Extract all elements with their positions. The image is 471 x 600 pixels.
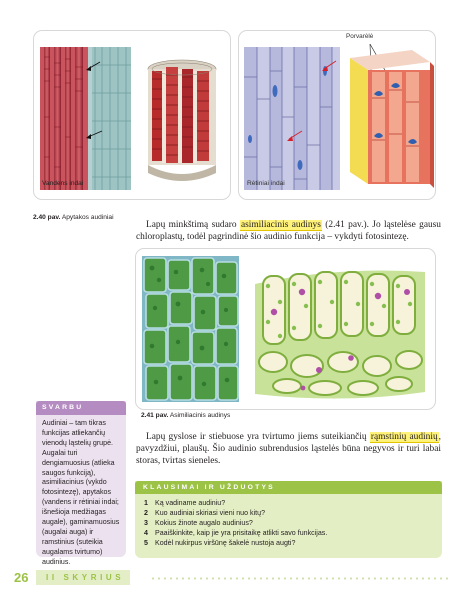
sieve-micrograph (244, 47, 340, 190)
term-assimilation-tissue: asimiliacinis audinys (240, 220, 321, 230)
footer-dot-pattern (150, 576, 450, 581)
vessel-micrograph (40, 47, 131, 190)
svarbu-title: SVARBU (36, 401, 126, 415)
vessel-caption: Vandens indai (42, 180, 84, 187)
paragraph2-before: Lapų gyslose ir stiebuose yra tvirtumo jiems suteikiančių (146, 432, 370, 442)
question-number: 4 (144, 529, 148, 537)
question-number: 5 (144, 539, 148, 547)
callout-label: Porvarėlė (346, 33, 374, 40)
chloroplast-micrograph (142, 256, 239, 402)
questions-list (135, 494, 442, 548)
xylem-3d-illustration (140, 57, 228, 187)
questions-title: KLAUSIMAI IR UŽDUOTYS (135, 481, 442, 494)
page-number: 26 (14, 570, 29, 585)
paragraph1-before: Lapų minkštimą sudaro (146, 220, 240, 230)
svarbu-box (36, 401, 126, 566)
questions-box (135, 481, 442, 558)
question-text: Kodėl nukirpus viršūnę šakelė nustoja augti? (155, 539, 296, 547)
question-text: Kuo audiniai skiriasi vieni nuo kitų? (155, 509, 266, 517)
svarbu-text: Audiniai – tam tikras funkcijas atliekančių vienodų ląstelių grupė. Augalai turi dengiamuosius (atlieka saugos funkciją), asimiliacinius (vykdo fotosintezę), apytakos (vandens ir rėtiniai indai; išnešioja medžiagas augale), gaminamuosius (augalai auga) ir ramstinius (suteikia augalams tvirtumo) audinius. (42, 419, 120, 566)
question-item (144, 498, 442, 508)
figure-2-40-caption (33, 214, 114, 221)
figure-2-41-number: 2.41 pav. (141, 412, 169, 419)
question-text: Paaiškinkite, kaip jie yra prisitaikę atlikti savo funkcijas. (155, 529, 328, 537)
question-item (144, 528, 442, 538)
figure-2-40-title: Apytakos audiniai (61, 214, 114, 221)
question-item (144, 508, 442, 518)
question-item (144, 518, 442, 528)
question-item (144, 538, 442, 548)
figure-2-40-number: 2.40 pav. (33, 214, 61, 221)
sieve-caption: Rėtiniai indai (247, 180, 285, 187)
figure-2-41-title: Asimiliacinis audinys (169, 412, 231, 419)
paragraph-assimilation (136, 219, 441, 243)
paragraph-support-tissue (136, 431, 441, 467)
figure-2-41-caption (141, 412, 230, 419)
question-number: 2 (144, 509, 148, 517)
question-number: 3 (144, 519, 148, 527)
term-support-tissue: rąmstinių audinių (370, 432, 438, 442)
question-text: Kokius žinote augalo audinius? (155, 519, 253, 527)
leaf-cross-section-illustration (247, 262, 433, 404)
question-text: Ką vadiname audiniu? (155, 499, 226, 507)
chapter-label: II SKYRIUS (46, 573, 125, 582)
paragraph1-after: (2.41 pav.). Jo ląstelėse gausu chloroplastų, todėl pagrindinė šio audinio funkcija – vykdyti fotosintezę. (136, 220, 441, 242)
question-number: 1 (144, 499, 148, 507)
paragraph2-after: , pavyzdžiui, plaušų. Šio audinio subrendusios ląstelės būna negyvos ir turi labai storas, tvirtas sieneles. (136, 432, 441, 466)
phloem-3d-illustration (346, 44, 434, 192)
